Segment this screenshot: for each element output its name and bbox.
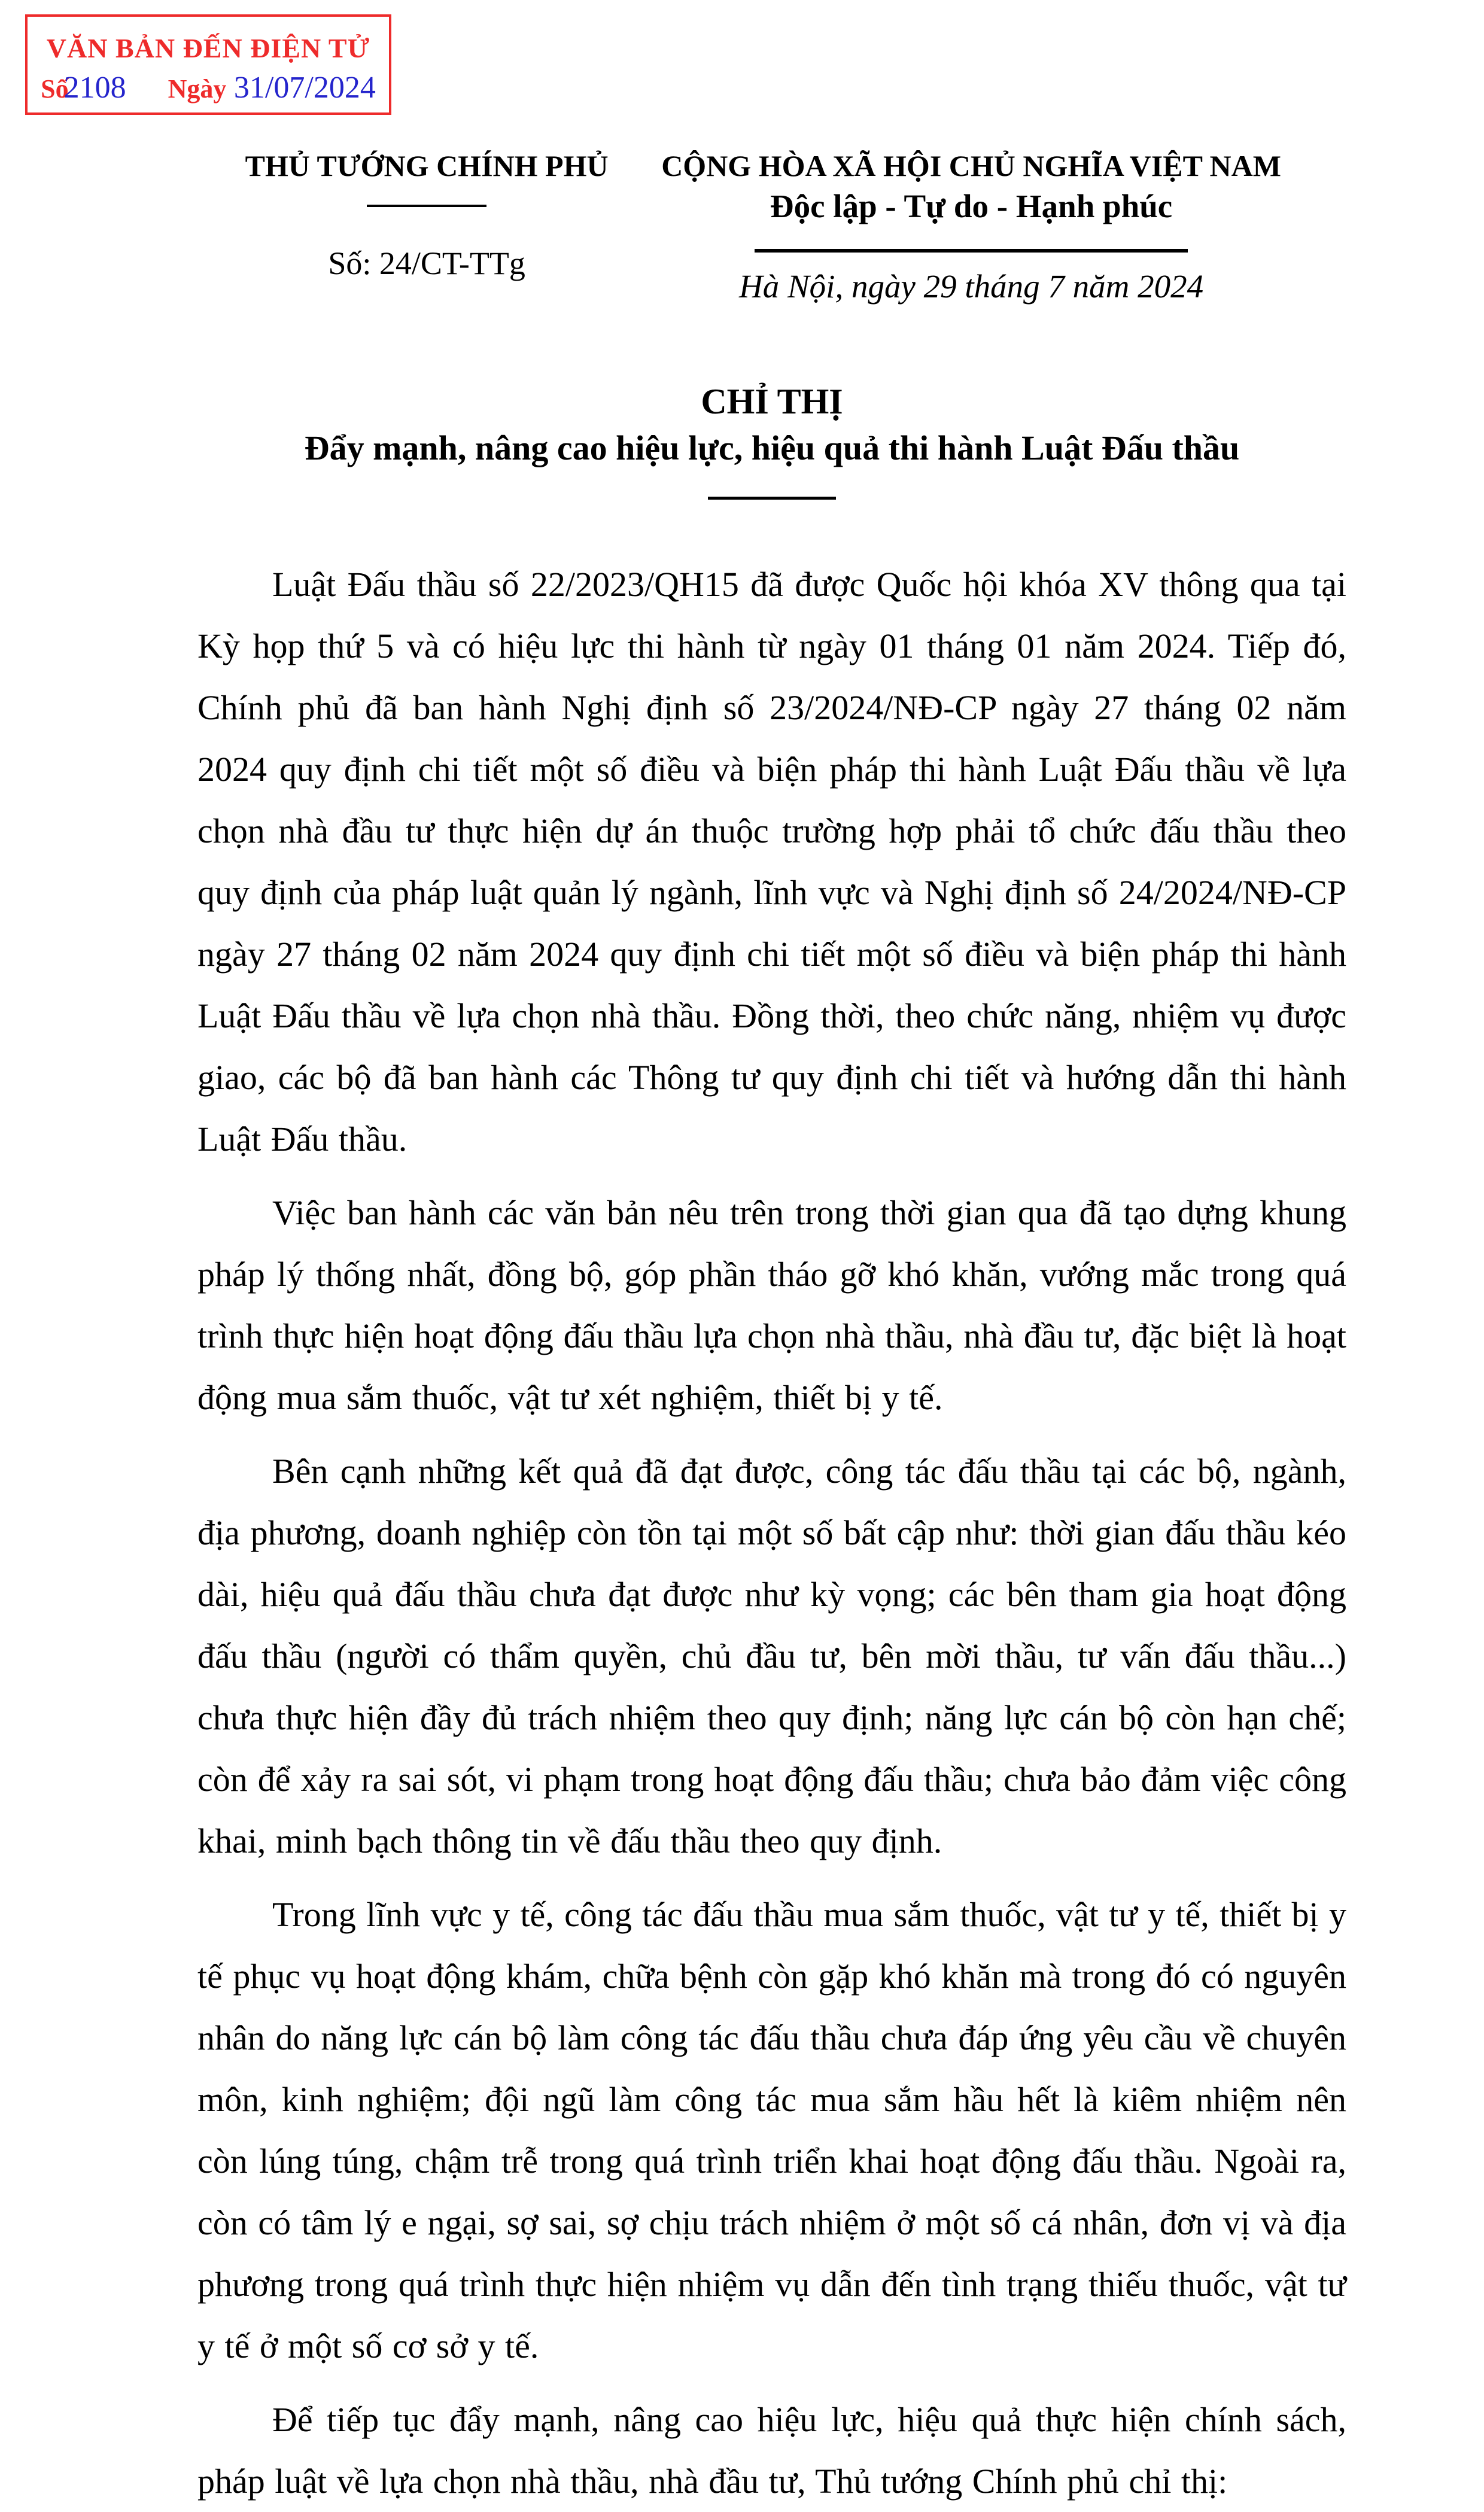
header-issuing-authority	[203, 148, 650, 305]
authority-divider-line	[367, 205, 486, 207]
document-type-title: CHỈ THỊ	[701, 382, 843, 421]
document-body	[0, 554, 1484, 2512]
body-paragraph-3: Bên cạnh những kết quả đã đạt được, công tác đấu thầu tại các bộ, ngành, địa phương, doanh nghiệp còn tồn tại một số bất cập như: thời gian đấu thầu kéo dài, hiệu quả đấu thầu chưa đạt được như kỳ vọng; các bên tham gia hoạt động đấu thầu (người có thẩm quyền, chủ đầu tư, bên mời thầu, tư vấn đấu thầu...) chưa thực hiện đầy đủ trách nhiệm theo quy định; năng lực cán bộ còn hạn chế; còn để xảy ra sai sót, vi phạm trong hoạt động đấu thầu; chưa bảo đảm việc công khai, minh bạch thông tin về đấu thầu theo quy định.	[197, 1452, 1346, 1860]
title-divider-line	[708, 497, 836, 500]
stamp-date-label: Ngày	[168, 74, 227, 104]
national-motto: Độc lập - Tự do - Hạnh phúc	[770, 188, 1173, 224]
place-and-date: Hà Nội, ngày 29 tháng 7 năm 2024	[739, 268, 1204, 305]
incoming-document-stamp	[25, 14, 391, 115]
document-subject-title: Đẩy mạnh, nâng cao hiệu lực, hiệu quả thi hành Luật Đấu thầu	[304, 428, 1240, 467]
header-national-block	[650, 148, 1293, 305]
body-paragraph-5: Để tiếp tục đẩy mạnh, nâng cao hiệu lực, hiệu quả thực hiện chính sách, pháp luật về lựa chọn nhà thầu, nhà đầu tư, Thủ tướng Chính phủ chỉ thị:	[197, 2400, 1346, 2501]
body-paragraph-4: Trong lĩnh vực y tế, công tác đấu thầu mua sắm thuốc, vật tư y tế, thiết bị y tế phục vụ hoạt động khám, chữa bệnh còn gặp khó khăn mà trong đó có nguyên nhân do năng lực cán bộ làm công tác đấu thầu chưa đáp ứng yêu cầu về chuyên môn, kinh nghiệm; đội ngũ làm công tác mua sắm hầu hết là kiêm nhiệm nên còn lúng túng, chậm trễ trong quá trình triển khai hoạt động đấu thầu. Ngoài ra, còn có tâm lý e ngại, sợ sai, sợ chịu trách nhiệm ở một số cá nhân, đơn vị và địa phương trong quá trình thực hiện nhiệm vụ dẫn đến tình trạng thiếu thuốc, vật tư y tế ở một số cơ sở y tế.	[197, 1895, 1346, 2365]
stamp-title: VĂN BẢN ĐẾN ĐIỆN TỬ	[46, 33, 370, 63]
national-title: CỘNG HÒA XÃ HỘI CHỦ NGHĨA VIỆT NAM	[661, 149, 1281, 183]
body-paragraph-2: Việc ban hành các văn bản nêu trên trong thời gian qua đã tạo dựng khung pháp lý thống nhất, đồng bộ, góp phần tháo gỡ khó khăn, vướng mắc trong quá trình thực hiện hoạt động đấu thầu lựa chọn nhà thầu, nhà đầu tư, đặc biệt là hoạt động mua sắm thuốc, vật tư xét nghiệm, thiết bị y tế.	[197, 1193, 1346, 1417]
issuing-authority-name: THỦ TƯỚNG CHÍNH PHỦ	[245, 149, 609, 183]
stamp-date-value: 31/07/2024	[233, 71, 376, 105]
stamp-number-value: 2108	[63, 71, 126, 105]
document-number: Số: 24/CT-TTg	[328, 245, 525, 281]
motto-divider-line	[755, 249, 1188, 253]
stamp-number-label: Số	[41, 74, 69, 104]
body-paragraph-1: Luật Đấu thầu số 22/2023/QH15 đã được Quốc hội khóa XV thông qua tại Kỳ họp thứ 5 và có hiệu lực thi hành từ ngày 01 tháng 01 năm 2024. Tiếp đó, Chính phủ đã ban hành Nghị định số 23/2024/NĐ-CP ngày 27 tháng 02 năm 2024 quy định chi tiết một số điều và biện pháp thi hành Luật Đấu thầu về lựa chọn nhà đầu tư thực hiện dự án thuộc trường hợp phải tổ chức đấu thầu theo quy định của pháp luật quản lý ngành, lĩnh vực và Nghị định số 24/2024/NĐ-CP ngày 27 tháng 02 năm 2024 quy định chi tiết một số điều và biện pháp thi hành Luật Đấu thầu về lựa chọn nhà thầu. Đồng thời, theo chức năng, nhiệm vụ được giao, các bộ đã ban hành các Thông tư quy định chi tiết và hướng dẫn thi hành Luật Đấu thầu.	[197, 565, 1346, 1158]
stamp-number-date-row	[28, 71, 389, 106]
document-title-block	[0, 382, 1484, 500]
